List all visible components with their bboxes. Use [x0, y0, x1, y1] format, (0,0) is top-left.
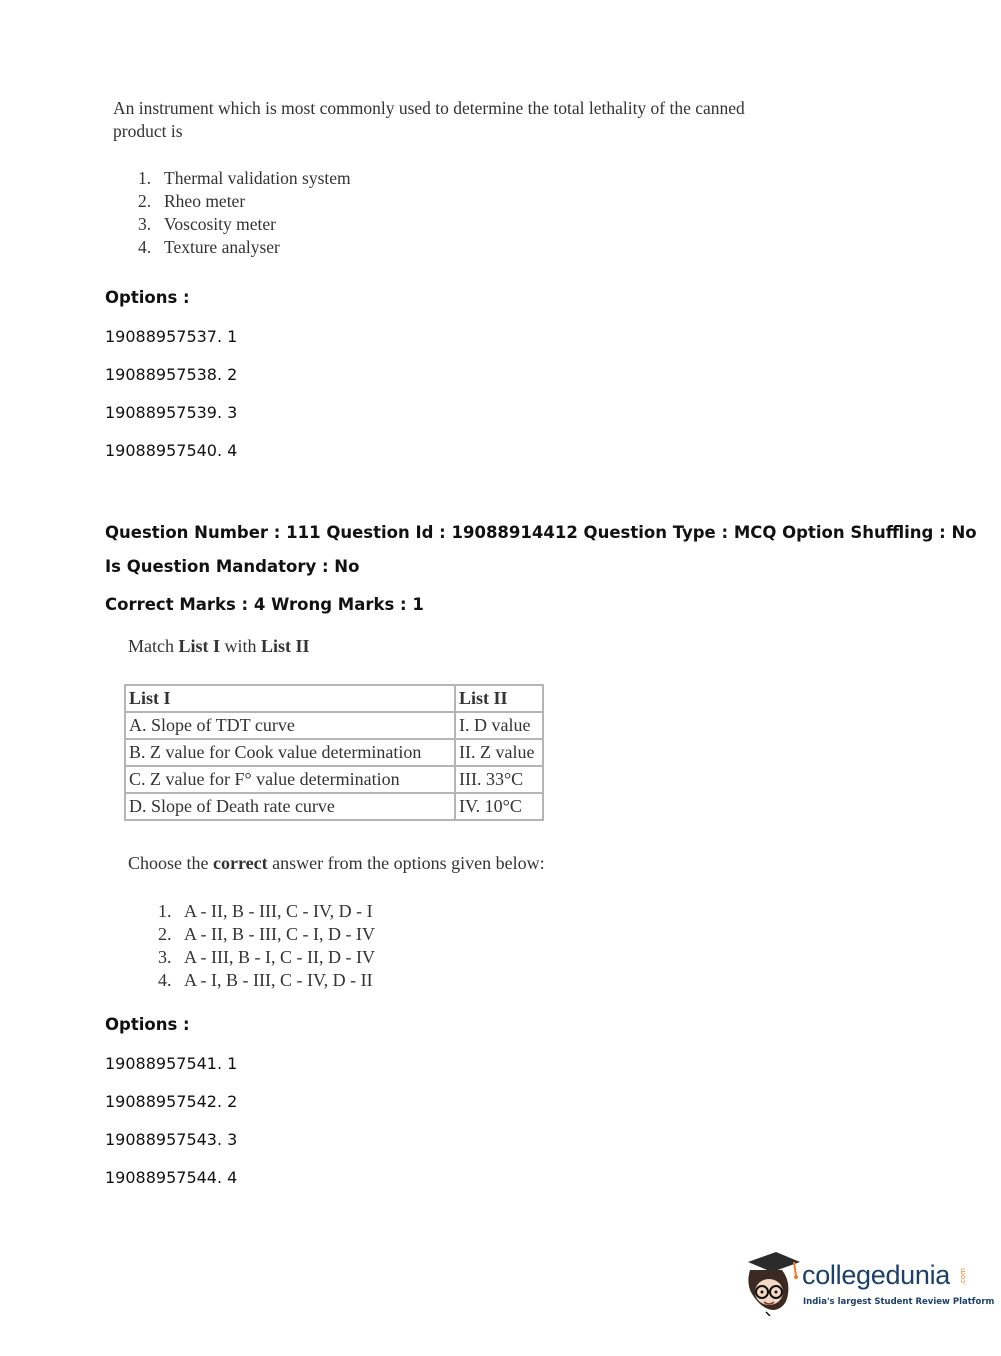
table-row	[125, 793, 543, 820]
answer-choice: 1. A - II, B - III, C - IV, D - I	[158, 901, 373, 921]
answer-choice-list	[138, 167, 351, 259]
answer-choice: 2. A - II, B - III, C - I, D - IV	[158, 924, 375, 944]
answer-choice-list	[158, 900, 375, 992]
question-meta: Question Number : 111 Question Id : 19088914412 Question Type : MCQ Option Shuffling : No	[105, 523, 977, 542]
option-item: 19088957541. 1	[105, 1054, 238, 1073]
answer-choice: 4. A - I, B - III, C - IV, D - II	[158, 970, 373, 990]
logo-tagline: India's largest Student Review Platform	[803, 1297, 995, 1307]
question-stem: An instrument which is most commonly used to determine the total lethality of the canned product is	[113, 98, 745, 141]
table-cell: B. Z value for Cook value determination	[125, 739, 455, 766]
option-item: 19088957540. 4	[105, 441, 238, 460]
table-cell: IV. 10°C	[455, 793, 543, 820]
option-item: 19088957542. 2	[105, 1092, 238, 1111]
answer-choice: 4. Texture analyser	[138, 237, 280, 257]
option-item: 19088957537. 1	[105, 327, 238, 346]
table-header-row	[125, 685, 543, 712]
option-item: 19088957539. 3	[105, 403, 238, 422]
collegedunia-logo	[742, 1250, 995, 1320]
logo-wordmark: collegedunia	[802, 1260, 951, 1290]
option-item: 19088957538. 2	[105, 365, 238, 384]
mascot-icon	[742, 1250, 802, 1316]
table-row	[125, 766, 543, 793]
answer-choice: 1. Thermal validation system	[138, 168, 351, 188]
option-item: 19088957544. 4	[105, 1168, 238, 1187]
answer-choice: 2. Rheo meter	[138, 191, 246, 211]
table-row	[125, 712, 543, 739]
table-cell: I. D value	[455, 712, 543, 739]
table-cell: II. Z value	[455, 739, 543, 766]
table-cell: C. Z value for F° value determination	[125, 766, 455, 793]
match-table	[124, 684, 544, 821]
option-item: 19088957543. 3	[105, 1130, 238, 1149]
logo-domain: .com	[959, 1268, 967, 1286]
question-marks: Correct Marks : 4 Wrong Marks : 1	[105, 595, 424, 614]
table-cell: III. 33°C	[455, 766, 543, 793]
table-row	[125, 739, 543, 766]
match-instruction: Match List I with List II	[128, 636, 310, 656]
options-heading: Options :	[105, 288, 190, 307]
table-cell: A. Slope of TDT curve	[125, 712, 455, 739]
options-heading: Options :	[105, 1015, 190, 1034]
table-header-cell: List II	[455, 685, 543, 712]
question-mandatory: Is Question Mandatory : No	[105, 557, 360, 576]
table-cell: D. Slope of Death rate curve	[125, 793, 455, 820]
table-header-cell: List I	[125, 685, 455, 712]
answer-choice: 3. Voscosity meter	[138, 214, 276, 234]
choose-instruction: Choose the correct answer from the options given below:	[128, 853, 545, 873]
answer-choice: 3. A - III, B - I, C - II, D - IV	[158, 947, 375, 967]
